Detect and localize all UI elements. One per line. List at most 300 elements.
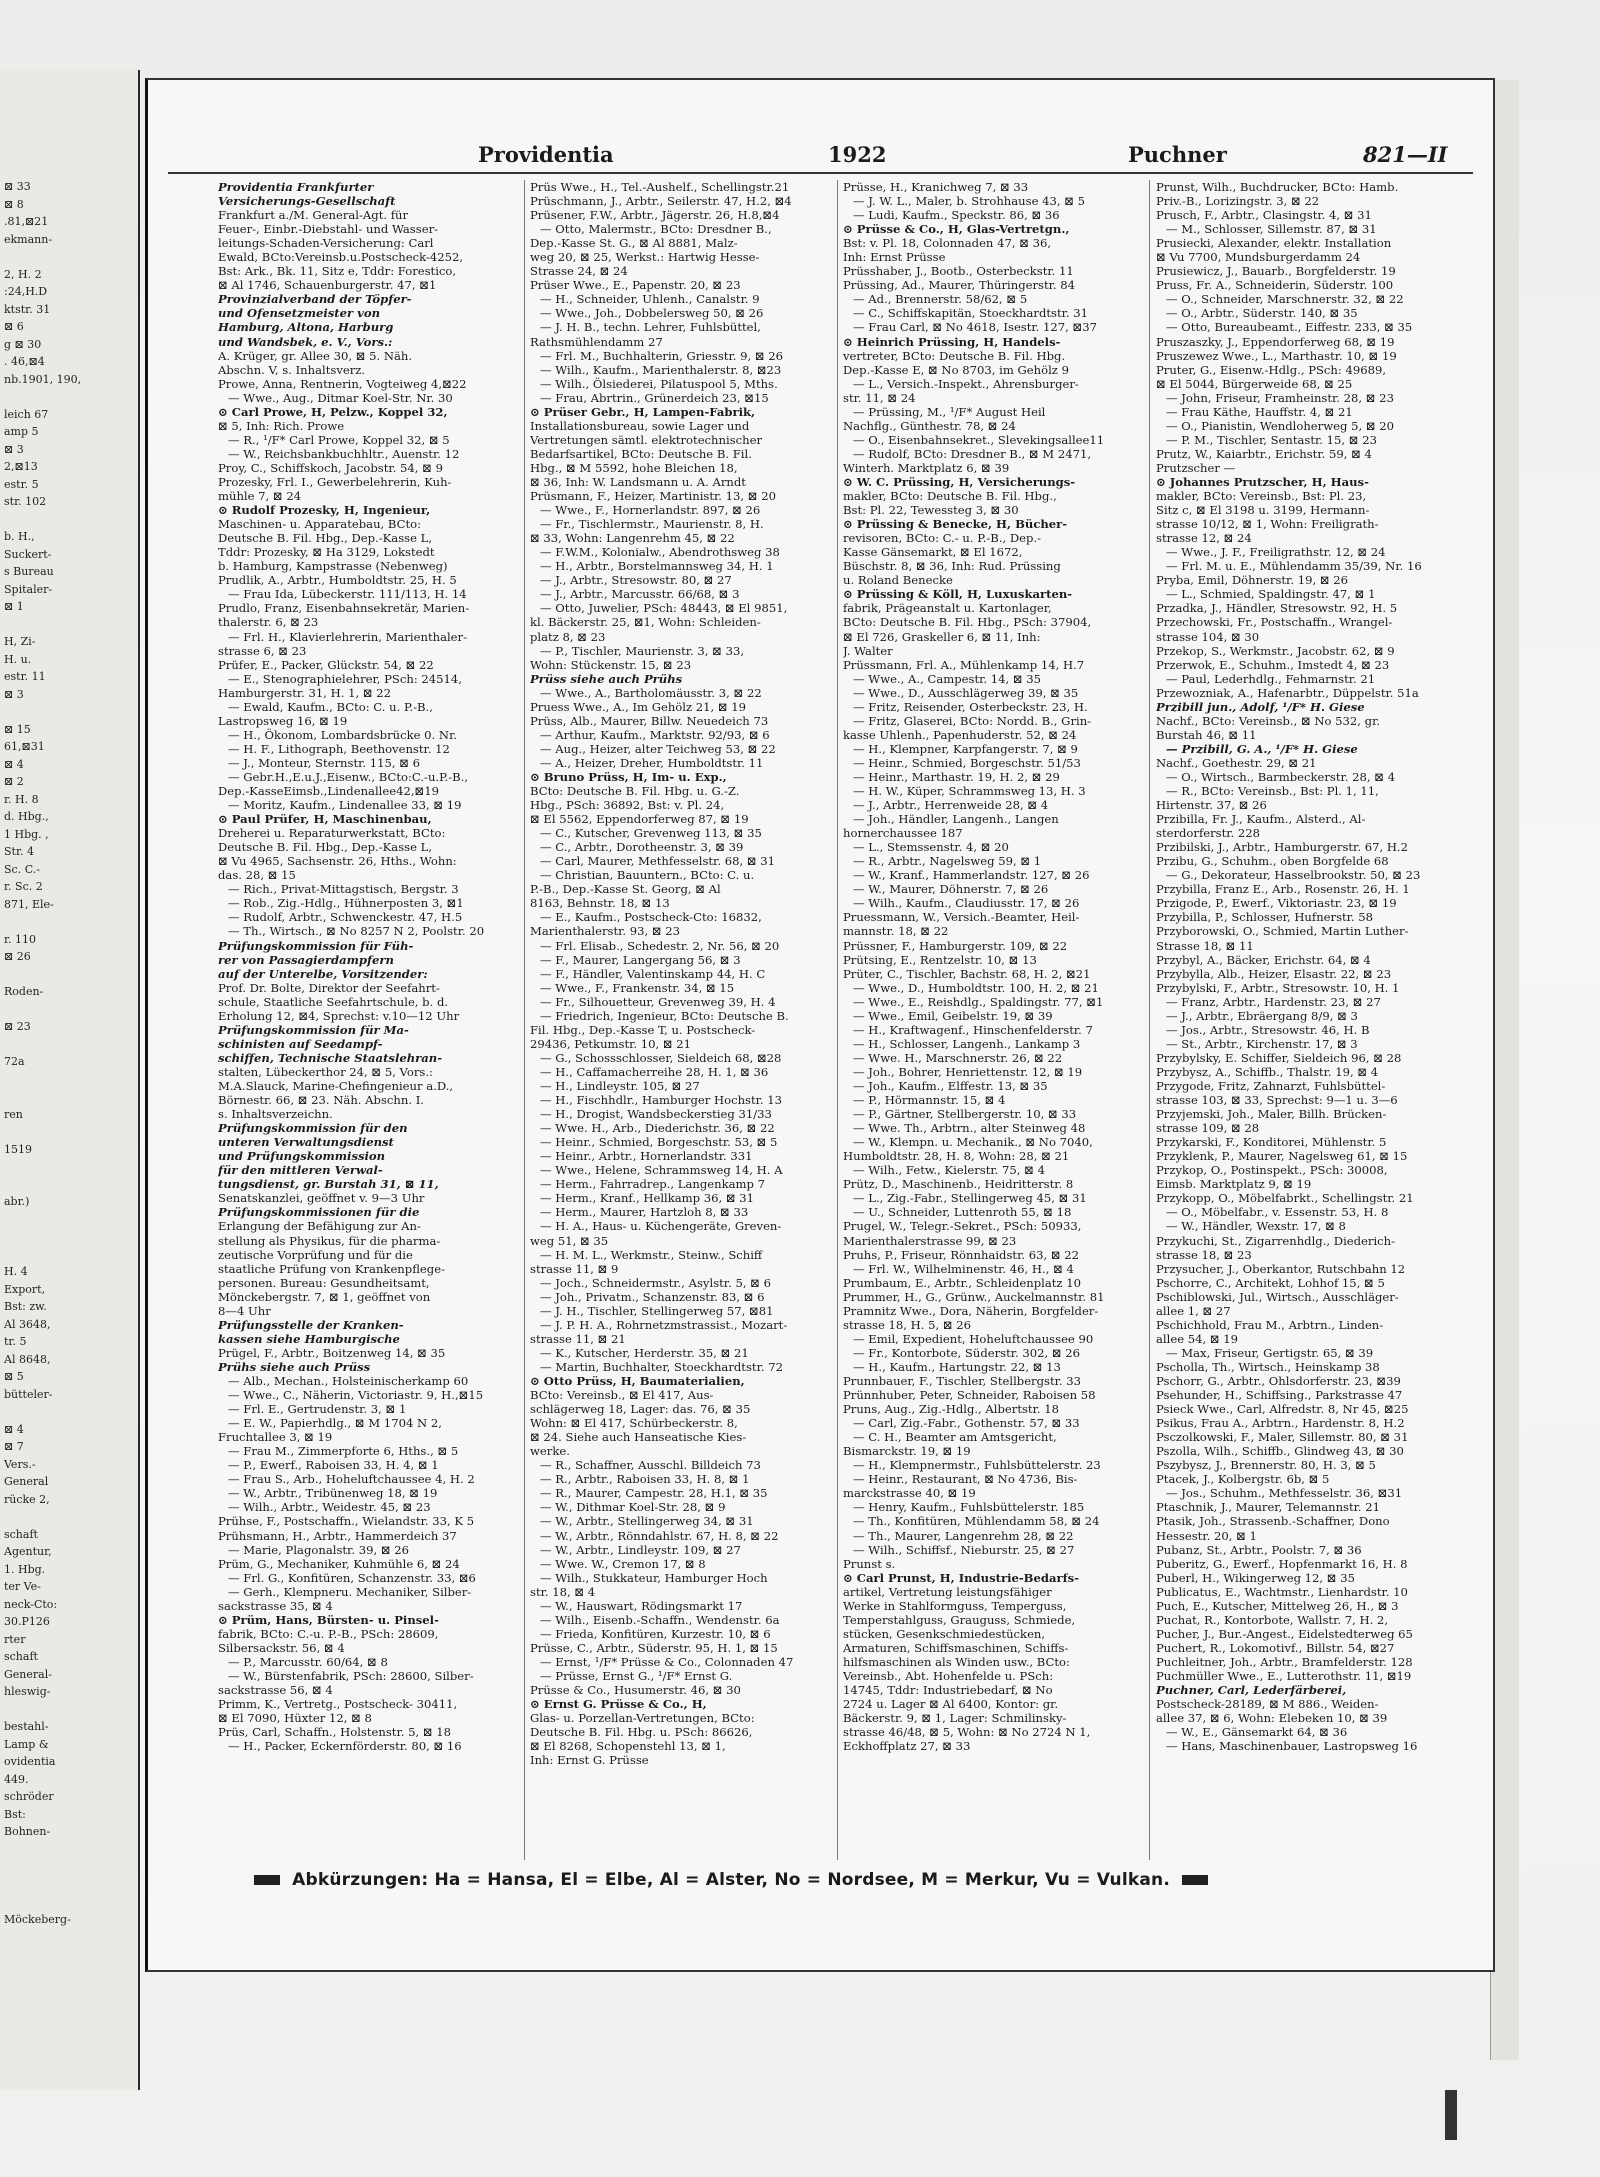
directory-entry: Mönckebergstr. 7, ⊠ 1, geöffnet von [218, 1289, 431, 1304]
directory-entry: — G., Dekorateur, Hasselbrookstr. 50, ⊠ 23 [1166, 868, 1421, 883]
directory-entry: — M., Schlosser, Sillemstr. 87, ⊠ 31 [1166, 222, 1377, 237]
directory-entry: Winterh. Marktplatz 6, ⊠ 39 [843, 460, 1010, 475]
directory-entry: — Wwe., D., Humboldtstr. 100, H. 2, ⊠ 21 [853, 980, 1099, 995]
directory-entry: Prüser Wwe., E., Papenstr. 20, ⊠ 23 [530, 278, 741, 293]
directory-entry: — Wwe., F., Frankenstr. 34, ⊠ 15 [540, 980, 735, 995]
directory-entry: Dreherei u. Reparaturwerkstatt, BCto: [218, 826, 446, 841]
directory-entry: Przykarski, F., Konditorei, Mühlenstr. 5 [1156, 1135, 1387, 1150]
adjacent-page-fragment: schaft [4, 1650, 38, 1663]
directory-entry: makler, BCto: Vereinsb., Bst: Pl. 23, [1156, 489, 1367, 504]
adjacent-page-strip [0, 70, 140, 2090]
directory-entry: strasse 103, ⊠ 33, Sprechst: 9—1 u. 3—6 [1156, 1093, 1398, 1108]
directory-entry: Przykop, O., Postinspekt., PSch: 30008, [1156, 1163, 1388, 1178]
adjacent-page-fragment: Bst: [4, 1807, 26, 1821]
directory-entry: Ewald, BCto:Vereinsb.u.Postscheck-4252, [218, 250, 464, 265]
directory-entry: stellung als Physikus, für die pharma- [218, 1233, 441, 1248]
abbreviations-footer [248, 1870, 1468, 1894]
adjacent-page-fragment: rücke 2, [4, 1492, 50, 1506]
directory-entry: — Wilh., Kaufm., Marienthalerstr. 8, ⊠23 [540, 362, 782, 377]
directory-entry: BCto: Deutsche B. Fil. Hbg., PSch: 37904, [843, 615, 1092, 630]
directory-entry: Dep.-Kasse E, ⊠ No 8703, im Gehölz 9 [843, 362, 1069, 377]
directory-entry: Marienthalerstr. 93, ⊠ 23 [530, 924, 681, 939]
directory-entry: — P., Ewerf., Raboisen 33, H. 4, ⊠ 1 [228, 1458, 439, 1473]
directory-entry: Deutsche B. Fil. Hbg. u. PSch: 86626, [530, 1725, 753, 1740]
directory-entry: A. Krüger, gr. Allee 30, ⊠ 5. Näh. [218, 348, 413, 363]
directory-entry: — John, Friseur, Framheinstr. 28, ⊠ 23 [1166, 390, 1394, 405]
directory-entry: Puch, E., Kutscher, Mittelweg 26, H., ⊠ 3 [1156, 1598, 1399, 1613]
directory-entry: — P., Tischler, Maurienstr. 3, ⊠ 33, [540, 643, 745, 658]
directory-entry: ⊙ Carl Prowe, H, Pelzw., Koppel 32, [218, 404, 448, 419]
directory-entry: — Otto, Juwelier, PSch: 48443, ⊠ El 9851, [540, 601, 788, 616]
directory-entry: — Ad., Brennerstr. 58/62, ⊠ 5 [853, 292, 1028, 307]
directory-entry: Przyjemski, Joh., Maler, Billh. Brücken- [1156, 1107, 1387, 1122]
directory-entry: — Fr., Kontorbote, Süderstr. 302, ⊠ 26 [853, 1345, 1081, 1360]
directory-entry: platz 8, ⊠ 23 [530, 629, 606, 644]
directory-entry: — Wilh., Arbtr., Weidestr. 45, ⊠ 23 [228, 1500, 431, 1515]
directory-entry: Psczolkowski, F., Maler, Sillemstr. 80, ⊠ 31 [1156, 1430, 1409, 1445]
directory-entry: Prüfungskommissionen für die [218, 1205, 420, 1220]
adjacent-page-fragment: Str. 4 [4, 845, 34, 858]
directory-entry: — Moritz, Kaufm., Lindenallee 33, ⊠ 19 [228, 798, 462, 813]
adjacent-page-fragment: 2,⊠13 [4, 460, 38, 473]
directory-entry: Vereinsb., Abt. Hohenfelde u. PSch: [843, 1668, 1054, 1683]
directory-entry: — H., Klempnermstr., Fuhlsbüttelerstr. 23 [853, 1458, 1101, 1473]
adjacent-page-fragment: 30.P126 [4, 1615, 50, 1628]
directory-entry: — E., Stenographielehrer, PSch: 24514, [228, 671, 462, 686]
adjacent-page-fragment: Spitaler- [4, 582, 53, 596]
directory-entry: Prüfungskommission für den [218, 1121, 408, 1136]
directory-entry: Prüss siehe auch Prühs [530, 671, 683, 686]
directory-entry: — U., Schneider, Luttenroth 55, ⊠ 18 [853, 1205, 1072, 1220]
directory-entry: Pruhs, P., Friseur, Rönnhaidstr. 63, ⊠ 22 [843, 1247, 1079, 1262]
directory-entry: M.A.Slauck, Marine-Chefingenieur a.D., [218, 1079, 454, 1093]
directory-entry: — E. W., Papierhdlg., ⊠ M 1704 N 2, [228, 1416, 442, 1431]
directory-entry: — Wwe., F., Hornerlandstr. 897, ⊠ 26 [540, 503, 761, 518]
directory-entry: stalten, Lübeckerthor 24, ⊠ 5, Vors.: [218, 1064, 433, 1079]
adjacent-page-fragment: H, Zi- [4, 635, 36, 648]
adjacent-page-fragment: General [4, 1475, 49, 1488]
directory-entry: ⊙ Paul Prüfer, H, Maschinenbau, [218, 812, 432, 827]
directory-entry: Przadka, J., Händler, Stresowstr. 92, H. 5 [1156, 601, 1398, 616]
directory-entry: schiffen, Technische Staatslehran- [218, 1050, 443, 1065]
directory-entry: — Wilh., Ölsiederei, Pilatuspool 5, Mths. [540, 376, 778, 391]
adjacent-page-fragment: ⊠ 6 [4, 320, 24, 333]
adjacent-page-fragment: amp 5 [4, 425, 39, 438]
directory-entry: — Wwe., A., Bartholomäusstr. 3, ⊠ 22 [540, 685, 762, 700]
directory-entry: Priv.-B., Lorizingstr. 3, ⊠ 22 [1156, 194, 1320, 209]
directory-entry: — Wwe. W., Cremon 17, ⊠ 8 [540, 1556, 706, 1571]
directory-entry: kasse Uhlenh., Papenhuderstr. 52, ⊠ 24 [843, 727, 1077, 742]
adjacent-page-fragment: 72a [4, 1055, 25, 1068]
directory-entry: — W., Maurer, Döhnerstr. 7, ⊠ 26 [853, 882, 1049, 897]
directory-entry: — Frl. M. u. E., Mühlendamm 35/39, Nr. 16 [1166, 559, 1422, 574]
directory-entry: ⊠ 36, Inh: W. Landsmann u. A. Arndt [530, 474, 746, 489]
directory-entry: kl. Bäckerstr. 25, ⊠1, Wohn: Schleiden- [530, 615, 761, 630]
directory-entry: Prusiewicz, J., Bauarb., Borgfelderstr. 19 [1156, 264, 1396, 279]
directory-entry: Przechowski, Fr., Postschaffn., Wrangel- [1156, 615, 1393, 630]
directory-entry: BCto: Deutsche B. Fil. Hbg. u. G.-Z. [530, 784, 740, 799]
adjacent-page-fragment: Roden- [4, 985, 44, 998]
directory-entry: — Th., Wirtsch., ⊠ No 8257 N 2, Poolstr. 20 [228, 924, 485, 939]
directory-entry: ⊠ El 8268, Schopenstehl 13, ⊠ 1, [530, 1739, 726, 1754]
directory-entry: weg 20, ⊠ 25, Werkst.: Hartwig Hesse- [530, 250, 760, 265]
directory-entry: — H. W., Küper, Schrammsweg 13, H. 3 [853, 784, 1086, 799]
directory-entry: Prowe, Anna, Rentnerin, Vogteiweg 4,⊠22 [218, 376, 467, 391]
directory-entry: — Ewald, Kaufm., BCto: C. u. P.-B., [228, 699, 433, 714]
directory-entry: Prunst s. [843, 1556, 896, 1571]
directory-entry: Przykopp, O., Möbelfabrkt., Schellingstr. 21 [1156, 1191, 1414, 1206]
directory-entry: Inh: Ernst Prüsse [843, 250, 946, 265]
directory-entry: — Friedrich, Ingenieur, BCto: Deutsche B. [540, 1008, 789, 1023]
adjacent-page-fragment: Al 3648, [4, 1317, 51, 1331]
directory-entry: Feuer-, Einbr.-Diebstahl- und Wasser- [218, 222, 439, 237]
directory-entry: — Wwe., A., Campestr. 14, ⊠ 35 [853, 671, 1042, 686]
column-2 [530, 180, 830, 1860]
adjacent-page-fragment: Lamp & [4, 1737, 49, 1751]
directory-entry: Przibilla, Fr. J., Kaufm., Alsterd., Al- [1156, 812, 1366, 827]
directory-entry: das. 28, ⊠ 15 [218, 868, 296, 883]
directory-entry: — W., Reichsbankbuchhltr., Auenstr. 12 [228, 446, 460, 461]
directory-entry: — J., Arbtr., Stresowstr. 80, ⊠ 27 [540, 573, 732, 588]
directory-entry: — L., Zig.-Fabr., Stellingerweg 45, ⊠ 31 [853, 1191, 1087, 1206]
directory-entry: ⊙ Ernst G. Prüsse & Co., H, [530, 1697, 707, 1712]
directory-entry: Prumbaum, E., Arbtr., Schleidenplatz 10 [843, 1275, 1081, 1290]
directory-entry: Pschichhold, Frau M., Arbtrn., Linden- [1156, 1317, 1384, 1332]
adjacent-page-fragment: str. 102 [4, 495, 47, 508]
directory-entry: — Heinr., Schmied, Borgeschstr. 51/53 [853, 755, 1081, 770]
directory-entry: ⊙ Rudolf Prozesky, H, Ingenieur, [218, 503, 431, 518]
directory-entry: rer von Passagierdampfern [218, 952, 394, 967]
directory-entry: strasse 11, ⊠ 21 [530, 1331, 626, 1346]
directory-entry: — L., Schmied, Spaldingstr. 47, ⊠ 1 [1166, 587, 1376, 602]
adjacent-page-fragment: ⊠ 4 [4, 757, 24, 771]
directory-entry: Przykuchi, St., Zigarrenhdlg., Diederich- [1156, 1233, 1396, 1248]
directory-entry: Pruess Wwe., A., Im Gehölz 21, ⊠ 19 [530, 699, 747, 714]
directory-entry: thalerstr. 6, ⊠ 23 [218, 615, 319, 630]
adjacent-page-fragment: Vers.- [4, 1457, 36, 1471]
directory-entry: — Joh., Bohrer, Henriettenstr. 12, ⊠ 19 [853, 1064, 1083, 1079]
directory-entry: Prüsener, F.W., Arbtr., Jägerstr. 26, H.8,⊠4 [530, 208, 780, 223]
directory-entry: — Wwe. H., Marschnerstr. 26, ⊠ 22 [853, 1050, 1063, 1065]
adjacent-page-fragment: . 46,⊠4 [4, 355, 45, 368]
directory-entry: Nachflg., Günthestr. 78, ⊠ 24 [843, 418, 1016, 433]
directory-entry: — P., Gärtner, Stellbergerstr. 10, ⊠ 33 [853, 1107, 1077, 1122]
directory-entry: — Frl. Elisab., Schedestr. 2, Nr. 56, ⊠ 20 [540, 938, 780, 953]
directory-entry: Prüsse, C., Arbtr., Süderstr. 95, H. 1, ⊠ 15 [530, 1640, 778, 1655]
directory-entry: — Wwe., C., Näherin, Victoriastr. 9, H.,⊠15 [228, 1388, 484, 1403]
directory-entry: ⊙ W. C. Prüssing, H, Versicherungs- [843, 474, 1076, 489]
directory-entry: — Hans, Maschinenbauer, Lastropsweg 16 [1166, 1739, 1418, 1754]
directory-entry: artikel, Vertretung leistungsfähiger [843, 1584, 1052, 1599]
directory-entry: Pszybysz, J., Brennerstr. 80, H. 3, ⊠ 5 [1156, 1458, 1376, 1473]
directory-entry: — W., Klempn. u. Mechanik., ⊠ No 7040, [853, 1135, 1093, 1150]
directory-entry: — J., Arbtr., Marcusstr. 66/68, ⊠ 3 [540, 587, 740, 602]
directory-entry: Przybylla, Alb., Heizer, Elsastr. 22, ⊠ 23 [1156, 966, 1392, 981]
directory-entry: ⊠ El 5562, Eppendorferweg 87, ⊠ 19 [530, 812, 749, 827]
directory-entry: Bedarfsartikel, BCto: Deutsche B. Fil. [530, 446, 752, 461]
directory-entry: Vertretungen sämtl. elektrotechnischer [530, 432, 762, 447]
adjacent-page-fragment: Möckeberg- [4, 1912, 71, 1926]
directory-entry: — H., Arbtr., Borstelmannsweg 34, H. 1 [540, 559, 774, 574]
directory-entry: — W., Arbtr., Lindleystr. 109, ⊠ 27 [540, 1542, 741, 1557]
directory-entry: Eckhoffplatz 27, ⊠ 33 [843, 1739, 971, 1754]
directory-entry: Przigode, P., Ewerf., Viktoriastr. 23, ⊠ 19 [1156, 896, 1397, 911]
adjacent-page-fragment: r. H. 8 [4, 792, 39, 806]
directory-entry: Humboldtstr. 28, H. 8, Wohn: 28, ⊠ 21 [843, 1149, 1070, 1164]
directory-entry: Przygode, Fritz, Zahnarzt, Fuhlsbüttel- [1156, 1079, 1386, 1093]
directory-entry: Puchner, Carl, Lederfärberei, [1156, 1683, 1347, 1698]
directory-entry: — J., Monteur, Sternstr. 115, ⊠ 6 [228, 755, 421, 770]
directory-entry: Burstah 46, ⊠ 11 [1156, 727, 1257, 742]
directory-entry: Prunnbauer, F., Tischler, Stellbergstr. 33 [843, 1373, 1082, 1388]
directory-entry: Prühs siehe auch Prüss [218, 1359, 371, 1374]
directory-entry: 2724 u. Lager ⊠ Al 6400, Kontor: gr. [843, 1697, 1059, 1712]
directory-entry: Psieck Wwe., Carl, Alfredstr. 8, Nr 45, ⊠25 [1156, 1402, 1409, 1417]
directory-entry: Prof. Dr. Bolte, Direktor der Seefahrt- [218, 980, 440, 995]
directory-entry: str. 11, ⊠ 24 [843, 390, 916, 405]
directory-entry: schule, Staatliche Seefahrtschule, b. d. [218, 994, 449, 1009]
directory-entry: Prüter, C., Tischler, Bachstr. 68, H. 2, ⊠21 [843, 966, 1091, 981]
directory-entry: Glas- u. Porzellan-Vertretungen, BCto: [530, 1711, 755, 1726]
adjacent-page-fragment: ⊠ 23 [4, 1020, 31, 1033]
directory-entry: Przekop, S., Werkmstr., Jacobstr. 62, ⊠ 9 [1156, 643, 1395, 658]
directory-entry: — J., Arbtr., Herrenweide 28, ⊠ 4 [853, 798, 1049, 813]
directory-entry: Psikus, Frau A., Arbtrn., Hardenstr. 8, H.2 [1156, 1416, 1405, 1431]
directory-entry: b. Hamburg, Kampstrasse (Nebenweg) [218, 559, 448, 574]
directory-entry: ⊙ Otto Prüss, H, Baumaterialien, [530, 1373, 745, 1388]
directory-entry: — Frl. W., Wilhelminenstr. 46, H., ⊠ 4 [853, 1261, 1074, 1276]
directory-entry: ⊠ Vu 4965, Sachsenstr. 26, Hths., Wohn: [218, 854, 457, 869]
directory-entry: — O., Eisenbahnsekret., Slevekingsallee11 [853, 432, 1105, 447]
directory-entry: Silbersackstr. 56, ⊠ 4 [218, 1640, 345, 1655]
directory-entry: — P., Hörmannstr. 15, ⊠ 4 [853, 1093, 1006, 1108]
directory-entry: weg 51, ⊠ 35 [530, 1233, 609, 1248]
directory-entry: staatliche Prüfung von Krankenpflege- [218, 1261, 445, 1276]
directory-entry: Rathsmühlendamm 27 [530, 334, 663, 349]
directory-entry: werke. [530, 1444, 570, 1459]
directory-entry: — W., Arbtr., Tribünenweg 18, ⊠ 19 [228, 1486, 438, 1501]
directory-entry: — Frau Carl, ⊠ No 4618, Isestr. 127, ⊠37 [853, 320, 1098, 335]
directory-entry: — C., Kutscher, Grevenweg 113, ⊠ 35 [540, 826, 762, 841]
adjacent-page-fragment: leich 67 [4, 407, 49, 421]
directory-entry: — W., Arbtr., Stellingerweg 34, ⊠ 31 [540, 1514, 754, 1529]
directory-entry: — Jos., Schuhm., Methfesselstr. 36, ⊠31 [1166, 1486, 1403, 1501]
adjacent-page-fragment: d. Hbg., [4, 810, 49, 823]
directory-entry: u. Roland Benecke [843, 573, 953, 588]
adjacent-page-fragment: bestahl- [4, 1720, 49, 1733]
directory-entry: — Fritz, Reisender, Osterbeckstr. 23, H. [853, 699, 1088, 714]
directory-entry: str. 18, ⊠ 4 [530, 1584, 596, 1599]
directory-entry: ⊙ Heinrich Prüssing, H, Handels- [843, 334, 1061, 349]
directory-entry: — P., Marcusstr. 60/64, ⊠ 8 [228, 1654, 388, 1669]
adjacent-page-fragment: ren [4, 1107, 23, 1121]
directory-entry: Hbg., ⊠ M 5592, hohe Bleichen 18, [530, 460, 738, 475]
directory-entry: Prummer, H., G., Grünw., Auckelmannstr. 81 [843, 1289, 1105, 1304]
pointer-hand-icon [254, 1875, 280, 1885]
directory-entry: Pruessmann, W., Versich.-Beamter, Heil- [843, 910, 1080, 925]
directory-entry: Przybylsky, E. Schiffer, Sieldeich 96, ⊠ 28 [1156, 1050, 1402, 1065]
directory-entry: Prüfer, E., Packer, Glückstr. 54, ⊠ 22 [218, 657, 434, 672]
directory-entry: Prüschmann, J., Arbtr., Seilerstr. 47, H.2, ⊠4 [530, 194, 792, 209]
directory-entry: Maschinen- u. Apparatebau, BCto: [218, 517, 422, 532]
directory-entry: — H. M. L., Werkmstr., Steinw., Schiff [540, 1247, 763, 1262]
directory-entry: — W., Hauswart, Rödingsmarkt 17 [540, 1598, 743, 1613]
directory-entry: — Wwe. H., Arb., Diederichstr. 36, ⊠ 22 [540, 1121, 775, 1136]
directory-entry: Pubanz, St., Arbtr., Poolstr. 7, ⊠ 36 [1156, 1542, 1362, 1557]
directory-entry: unteren Verwaltungsdienst [218, 1135, 394, 1150]
directory-entry: — Joh., Kaufm., Elffestr. 13, ⊠ 35 [853, 1079, 1048, 1093]
directory-entry: strasse 46/48, ⊠ 5, Wohn: ⊠ No 2724 N 1, [843, 1725, 1091, 1740]
directory-entry: Przewozniak, A., Hafenarbtr., Düppelstr. 51a [1156, 685, 1419, 700]
directory-entry: zeutische Vorprüfung und für die [218, 1247, 413, 1262]
directory-entry: ⊠ El 7090, Hüxter 12, ⊠ 8 [218, 1711, 372, 1726]
directory-entry: — H., Klempner, Karpfangerstr. 7, ⊠ 9 [853, 741, 1078, 756]
directory-entry: — J. H., Tischler, Stellingerweg 57, ⊠81 [540, 1303, 774, 1318]
adjacent-page-fragment: ⊠ 3 [4, 442, 24, 456]
directory-entry: Bst: Ark., Bk. 11, Sitz e, Tddr: Forestico, [218, 264, 457, 279]
directory-entry: — H., Lindleystr. 105, ⊠ 27 [540, 1079, 700, 1093]
directory-entry: — F.W.M., Kolonialw., Abendrothsweg 38 [540, 545, 780, 560]
directory-entry: 8—4 Uhr [218, 1303, 271, 1318]
directory-entry: — Herm., Fahrradrep., Langenkamp 7 [540, 1177, 766, 1192]
directory-entry: Prutzscher — [1156, 460, 1236, 475]
directory-entry: Ptaschnik, J., Maurer, Telemannstr. 21 [1156, 1500, 1381, 1515]
adjacent-page-fragment: ⊠ 5 [4, 1370, 24, 1383]
directory-entry: Tddr: Prozesky, ⊠ Ha 3129, Lokstedt [218, 545, 435, 560]
directory-entry: Puberitz, G., Ewerf., Hopfenmarkt 16, H. 8 [1156, 1556, 1408, 1571]
directory-entry: ⊙ Prüssing & Köll, H, Luxuskarten- [843, 587, 1073, 602]
directory-entry: Erholung 12, ⊠4, Sprechst: v.10—12 Uhr [218, 1008, 460, 1023]
directory-entry: Eimsb. Marktplatz 9, ⊠ 19 [1156, 1177, 1312, 1192]
directory-entry: Prütsing, E., Rentzelstr. 10, ⊠ 13 [843, 952, 1037, 967]
directory-entry: Dep.-Kasse St. G., ⊠ Al 8881, Malz- [530, 236, 738, 251]
directory-entry: Publicatus, E., Wachtmstr., Lienhardstr. 10 [1156, 1584, 1408, 1599]
directory-entry: Provinzialverband der Töpfer- [218, 292, 412, 307]
directory-entry: — Heinr., Restaurant, ⊠ No 4736, Bis- [853, 1472, 1078, 1487]
directory-entry: Przyborowski, O., Schmied, Martin Luther- [1156, 924, 1409, 939]
directory-entry: — Wwe., Aug., Ditmar Koel-Str. Nr. 30 [228, 390, 453, 405]
directory-entry: Prusch, F., Arbtr., Clasingstr. 4, ⊠ 31 [1156, 208, 1372, 223]
directory-entry: — Th., Maurer, Langenrehm 28, ⊠ 22 [853, 1528, 1074, 1543]
directory-entry: Pruszaszky, J., Eppendorferweg 68, ⊠ 19 [1156, 334, 1395, 349]
page-number: 821—II [1363, 142, 1448, 167]
directory-entry: Przysucher, J., Oberkantor, Rutschbahn 12 [1156, 1261, 1406, 1276]
directory-entry: Pruter, G., Eisenw.-Hdlg., PSch: 49689, [1156, 362, 1387, 377]
directory-entry: hornerchaussee 187 [843, 826, 963, 841]
directory-entry: ⊙ Prüser Gebr., H, Lampen-Fabrik, [530, 404, 756, 419]
directory-entry: Prugel, W., Telegr.-Sekret., PSch: 50933, [843, 1219, 1082, 1234]
directory-entry: Nachf., Goethestr. 29, ⊠ 21 [1156, 755, 1317, 770]
directory-entry: ⊙ Prüm, Hans, Bürsten- u. Pinsel- [218, 1612, 439, 1627]
directory-entry: — H., Fischhdlr., Hamburger Hochstr. 13 [540, 1093, 783, 1108]
directory-entry: mannstr. 18, ⊠ 22 [843, 924, 949, 939]
directory-entry: — Emil, Expedient, Hoheluftchaussee 90 [853, 1331, 1094, 1346]
adjacent-page-fragment: 2, H. 2 [4, 267, 42, 281]
directory-entry: ⊠ 24. Siehe auch Hanseatische Kies- [530, 1430, 747, 1445]
directory-entry: — W., Arbtr., Rönndahlstr. 67, H. 8, ⊠ 22 [540, 1528, 779, 1543]
adjacent-page-fragment: estr. 5 [4, 477, 39, 491]
directory-entry: — A., Heizer, Dreher, Humboldtstr. 11 [540, 755, 764, 770]
directory-entry: — Heinr., Schmied, Borgeschstr. 53, ⊠ 5 [540, 1135, 778, 1150]
directory-entry: — Wwe., J. F., Freiligrathstr. 12, ⊠ 24 [1166, 545, 1386, 560]
directory-entry: — L., Stemssenstr. 4, ⊠ 20 [853, 840, 1009, 855]
directory-entry: — O., Wirtsch., Barmbeckerstr. 28, ⊠ 4 [1166, 769, 1396, 784]
adjacent-page-fragment: nb.1901, 190, [4, 372, 82, 386]
directory-entry: Prüfungskommission für Füh- [218, 938, 414, 953]
adjacent-page-fragment: s Bureau [4, 565, 54, 578]
directory-entry: — Marie, Plagonalstr. 39, ⊠ 26 [228, 1542, 409, 1557]
directory-entry: strasse 109, ⊠ 28 [1156, 1121, 1260, 1136]
directory-entry: Prütz, D., Maschinenb., Heidritterstr. 8 [843, 1177, 1074, 1192]
header-right: Puchner [1128, 142, 1227, 167]
adjacent-page-fragment: Export, [4, 1282, 46, 1296]
directory-entry: — Frl. M., Buchhalterin, Griesstr. 9, ⊠ 26 [540, 348, 783, 363]
directory-entry: — O., Möbelfabr., v. Essenstr. 53, H. 8 [1166, 1205, 1389, 1220]
directory-entry: fabrik, BCto: C.-u. P.-B., PSch: 28609, [218, 1626, 439, 1641]
directory-entry: — W., Kranf., Hammerlandstr. 127, ⊠ 26 [853, 868, 1090, 883]
directory-entry: Börnestr. 66, ⊠ 23. Näh. Abschn. I. [218, 1093, 424, 1108]
directory-entry: Postscheck-28189, ⊠ M 886., Weiden- [1156, 1697, 1379, 1712]
directory-entry: — H., Caffamacherreihe 28, H. 1, ⊠ 36 [540, 1064, 769, 1079]
directory-entry: Bäckerstr. 9, ⊠ 1, Lager: Schmilinsky- [843, 1711, 1067, 1726]
directory-entry: — H. A., Haus- u. Küchengeräte, Greven- [540, 1219, 782, 1234]
directory-entry: — H., Drogist, Wandsbeckerstieg 31/33 [540, 1107, 772, 1122]
directory-entry: Prunst, Wilh., Buchdrucker, BCto: Hamb. [1156, 180, 1399, 194]
adjacent-page-fragment: ovidentia [4, 1755, 56, 1768]
directory-entry: — R., BCto: Vereinsb., Bst: Pl. 1, 11, [1166, 784, 1379, 799]
directory-entry: — W., Dithmar Koel-Str. 28, ⊠ 9 [540, 1500, 726, 1515]
directory-entry: strasse 104, ⊠ 30 [1156, 629, 1260, 644]
directory-entry: Przyklenk, P., Maurer, Nagelsweg 61, ⊠ 15 [1156, 1149, 1408, 1164]
directory-entry: Pryba, Emil, Döhnerstr. 19, ⊠ 26 [1156, 573, 1348, 588]
directory-entry: Prüssner, F., Hamburgerstr. 109, ⊠ 22 [843, 938, 1068, 953]
adjacent-page-fragment: Bohnen- [4, 1825, 51, 1838]
directory-entry: Hamburgerstr. 31, H. 1, ⊠ 22 [218, 685, 392, 700]
directory-entry: — Prüsse, Ernst G., ¹/F* Ernst G. [540, 1668, 733, 1683]
adjacent-page-fragment: ⊠ 33 [4, 180, 31, 193]
directory-entry: — Wilh., Eisenb.-Schaffn., Wendenstr. 6a [540, 1612, 780, 1627]
directory-entry: — L., Versich.-Inspekt., Ahrensburger- [853, 376, 1079, 391]
directory-entry: — Wilh., Schiffsf., Nieburstr. 25, ⊠ 27 [853, 1542, 1075, 1557]
adjacent-page-fragment: Sc. C.- [4, 862, 40, 876]
directory-entry: Sitz c, ⊠ El 3198 u. 3199, Hermann- [1156, 503, 1370, 518]
directory-entry: — Fr., Silhouetteur, Grevenweg 39, H. 4 [540, 994, 776, 1009]
directory-entry: — Christian, Bauuntern., BCto: C. u. [540, 868, 755, 883]
adjacent-page-fragment: 1519 [4, 1142, 32, 1156]
adjacent-page-fragment: b. H., [4, 530, 35, 543]
directory-entry: — Carl, Zig.-Fabr., Gothenstr. 57, ⊠ 33 [853, 1416, 1080, 1431]
directory-entry: sackstrasse 35, ⊠ 4 [218, 1598, 333, 1613]
directory-entry: ⊠ 33, Wohn: Langenrehm 45, ⊠ 22 [530, 531, 735, 546]
directory-entry: — Frl. H., Klavierlehrerin, Marienthaler- [228, 629, 468, 644]
adjacent-page-fragment: ekmann- [4, 232, 53, 246]
directory-entry: — R., Arbtr., Nagelsweg 59, ⊠ 1 [853, 854, 1042, 869]
directory-entry: Przibill jun., Adolf, ¹/F* H. Giese [1156, 699, 1365, 714]
directory-entry: — Joh., Händler, Langenh., Langen [853, 812, 1059, 827]
directory-entry: Installationsbureau, sowie Lager und [530, 418, 750, 433]
directory-entry: — Herm., Maurer, Hartzloh 8, ⊠ 33 [540, 1205, 749, 1220]
directory-entry: ⊙ Carl Prunst, H, Industrie-Bedarfs- [843, 1570, 1079, 1585]
directory-entry: — Wwe., Helene, Schrammsweg 14, H. A [540, 1163, 783, 1178]
directory-entry: — C., Schiffskapitän, Stoeckhardtstr. 31 [853, 306, 1089, 321]
directory-entry: schinisten auf Seedampf- [218, 1036, 383, 1051]
directory-entry: Pschiblowski, Jul., Wirtsch., Ausschläger- [1156, 1289, 1399, 1304]
adjacent-page-fragment: bütteler- [4, 1387, 53, 1401]
adjacent-page-fragment: ⊠ 4 [4, 1422, 24, 1436]
adjacent-page-fragment: ter Ve- [4, 1580, 41, 1593]
directory-entry: — H., Kraftwagenf., Hinschenfelderstr. 7 [853, 1022, 1093, 1037]
directory-entry: Prozesky, Frl. I., Gewerbelehrerin, Kuh- [218, 474, 452, 489]
